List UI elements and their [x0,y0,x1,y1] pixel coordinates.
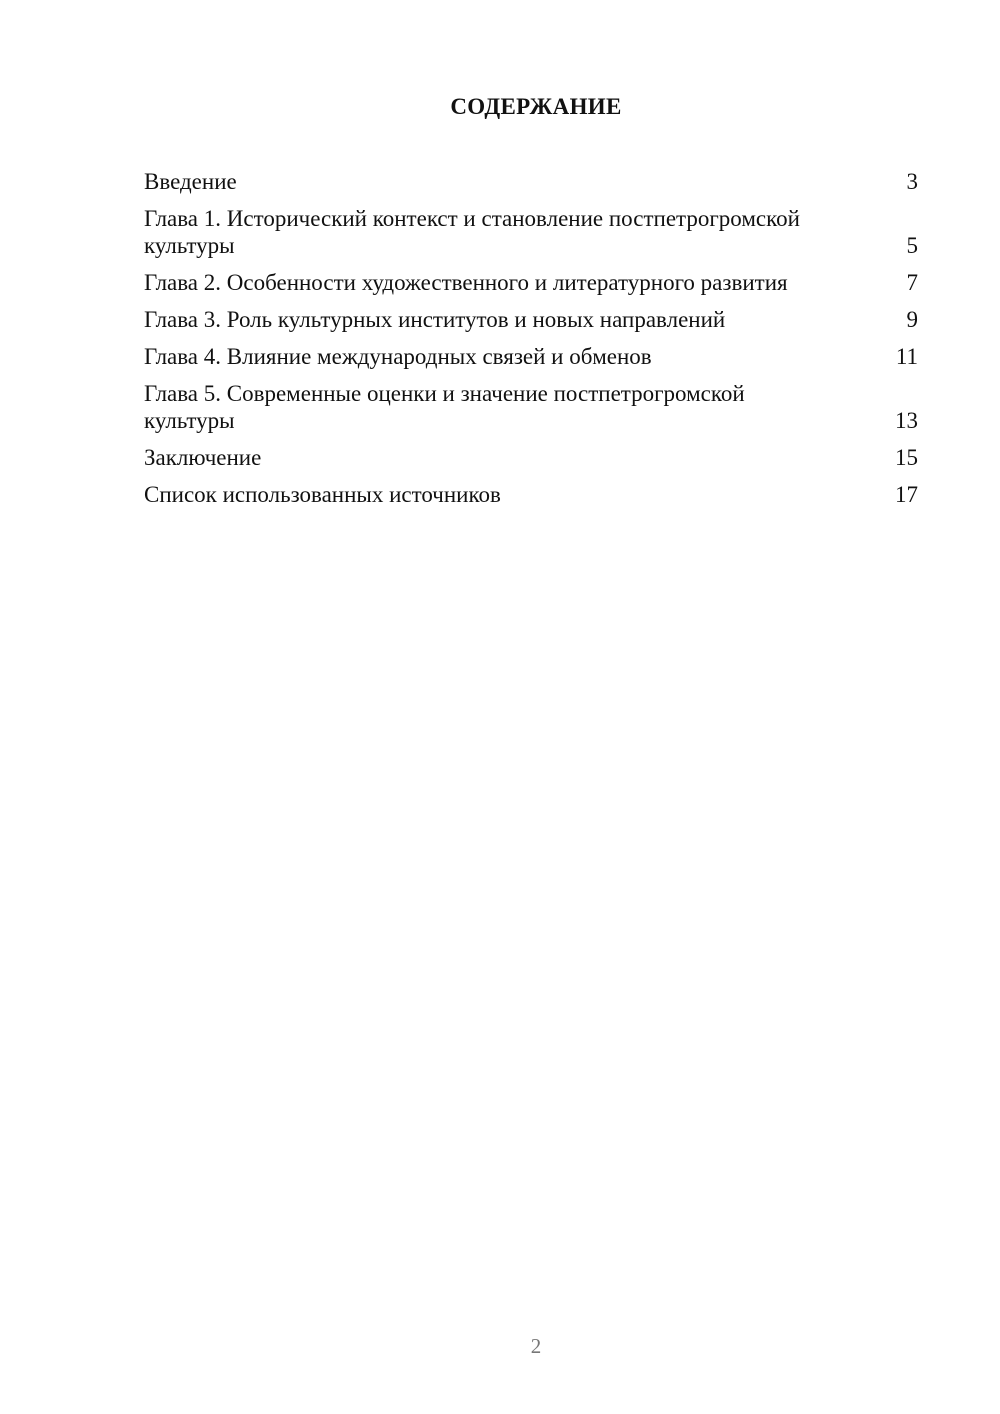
page-number: 2 [530,1334,542,1358]
toc-entry-text: Глава 4. Влияние международных связей и обменов [144,344,652,369]
toc-entry-text: Глава 3. Роль культурных институтов и новых направлений [144,307,726,332]
toc-entry-references[interactable] [144,481,918,508]
toc-entry-text: Заключение [144,445,262,470]
toc-entry-page: 3 [906,169,918,194]
toc-entry-page: 9 [906,307,918,332]
toc-entry-text: Список использованных источников [144,482,501,507]
toc-entry-chapter-3[interactable] [144,306,918,333]
toc-entry-chapter-5[interactable] [144,380,918,434]
toc-entry-page: 11 [895,344,918,369]
toc-entry-chapter-4[interactable] [144,343,918,370]
toc-entry-text: Введение [144,169,237,194]
toc-entry-text: Глава 5. Современные оценки и значение постпетрогромской культуры [144,381,745,433]
toc-entry-page: 7 [906,270,918,295]
toc-entry-text: Глава 2. Особенности художественного и литературного развития [144,270,788,295]
toc-entry-introduction[interactable] [144,168,918,195]
toc-entry-conclusion[interactable] [144,444,918,471]
toc-entry-chapter-1[interactable] [144,205,918,259]
table-of-contents [144,168,918,518]
toc-entry-page: 13 [895,408,918,433]
toc-entry-text: Глава 1. Исторический контекст и становление постпетрогромской культуры [144,206,800,258]
toc-entry-page: 15 [895,445,918,470]
toc-entry-page: 5 [906,233,918,258]
toc-title: СОДЕРЖАНИЕ [450,94,622,119]
toc-entry-page: 17 [895,482,918,507]
toc-entry-chapter-2[interactable] [144,269,918,296]
